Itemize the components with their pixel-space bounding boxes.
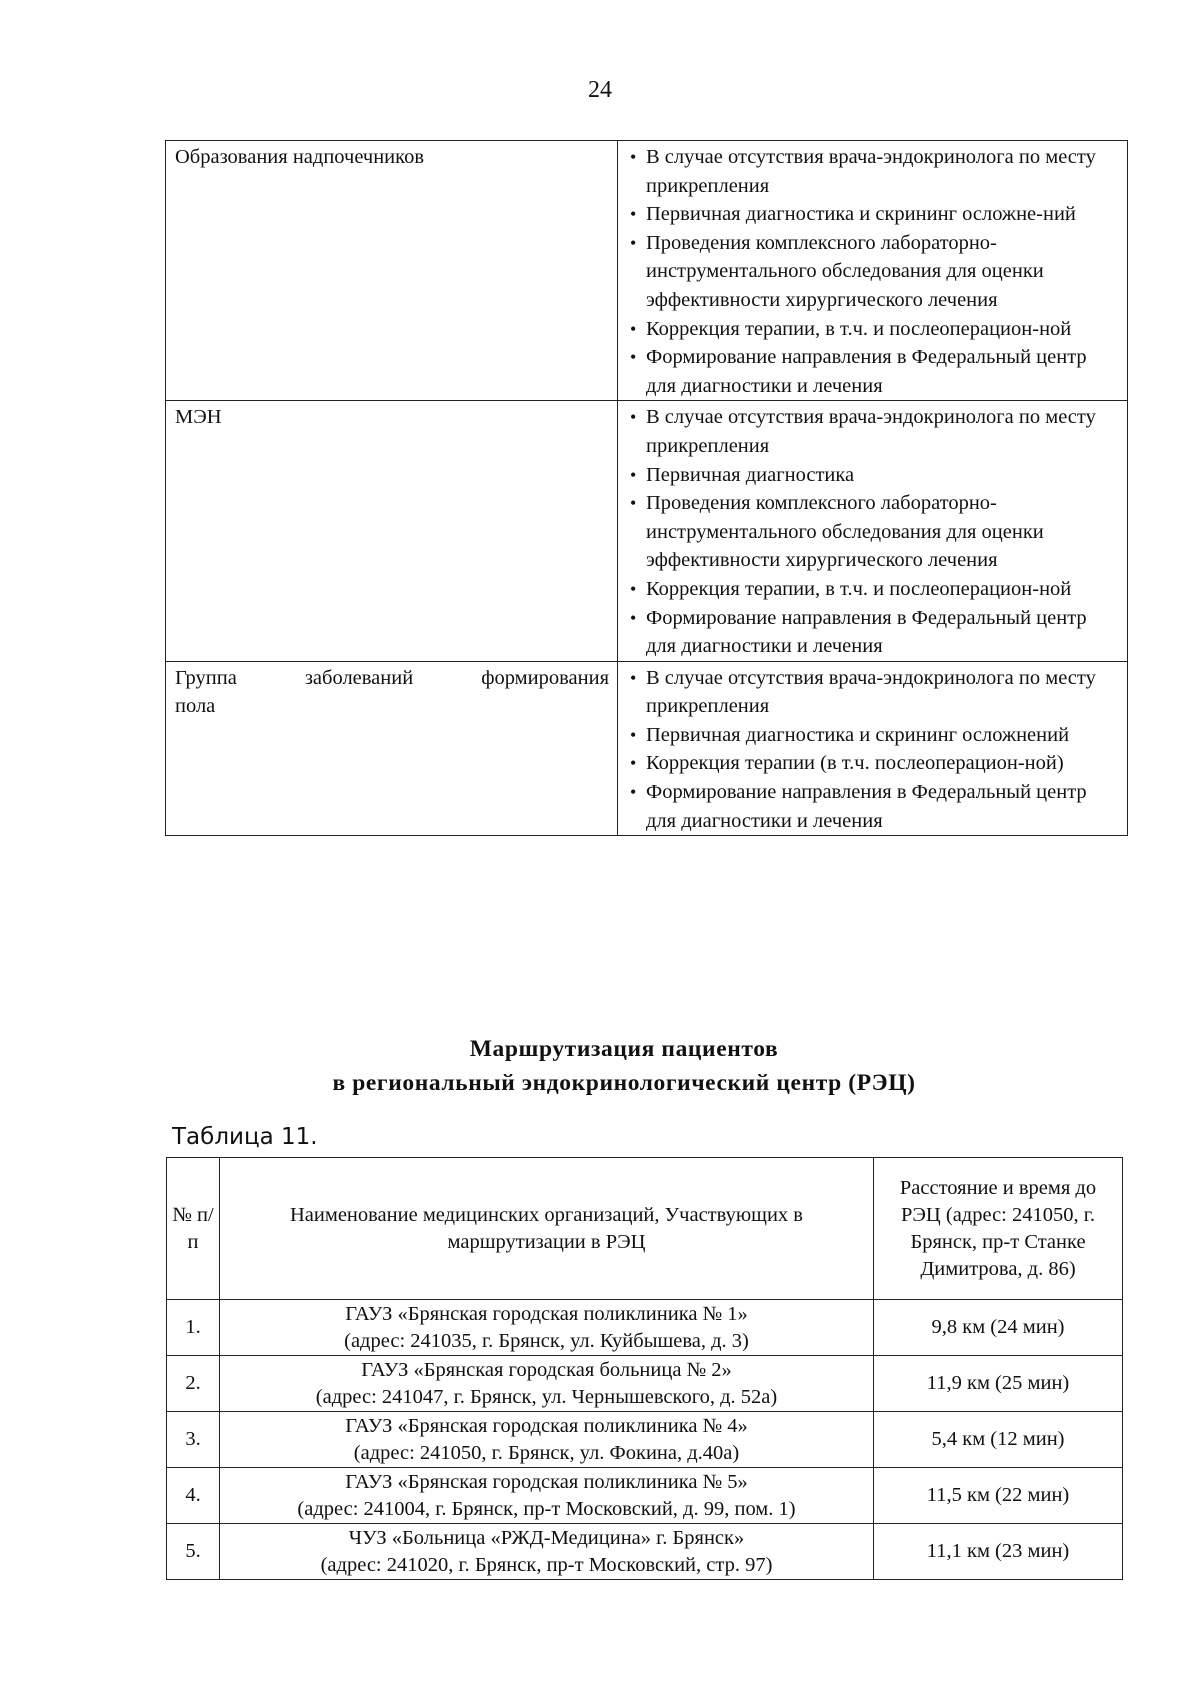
row-number: 5. (167, 1524, 220, 1580)
header-org: Наименование медицинских организаций, Участвующих в маршрутизации в РЭЦ (220, 1158, 874, 1300)
org-name: ГАУЗ «Брянская городская поликлиника № 1» (345, 1302, 748, 1325)
header-num: № п/п (167, 1158, 220, 1300)
org-cell (220, 1300, 874, 1356)
list-item: • Формирование направления в Федеральный центр для диагностики и лечения (628, 604, 1117, 661)
table-row (167, 1468, 1123, 1524)
condition-label: МЭН (175, 406, 222, 429)
table-row (167, 1524, 1123, 1580)
row-number: 2. (167, 1356, 220, 1412)
org-address: (адрес: 241004, г. Брянск, пр-т Московский, д. 99, пом. 1) (297, 1497, 796, 1520)
list-item: • В случае отсутствия врача-эндокринолога по месту прикрепления (628, 403, 1117, 460)
criteria-cell (618, 141, 1128, 401)
criteria-cell (618, 661, 1128, 836)
conditions-table (165, 140, 1128, 836)
org-name: ГАУЗ «Брянская городская поликлиника № 4» (345, 1414, 748, 1437)
table-row (166, 661, 1128, 836)
table-row (167, 1300, 1123, 1356)
bullet-icon: • (630, 318, 637, 339)
table-row (167, 1356, 1123, 1412)
table-header-row (167, 1158, 1123, 1300)
condition-label-cont: пола (175, 695, 216, 718)
criteria-list (628, 403, 1117, 660)
table-row (166, 141, 1128, 401)
bullet-icon: • (630, 724, 637, 745)
list-item: • Первичная диагностика (628, 461, 1117, 490)
org-name: ЧУЗ «Больница «РЖД-Медицина» г. Брянск» (348, 1526, 745, 1549)
org-address: (адрес: 241047, г. Брянск, ул. Чернышевского, д. 52а) (315, 1385, 778, 1408)
table-row (167, 1412, 1123, 1468)
list-item: • Формирование направления в Федеральный центр для диагностики и лечения (628, 778, 1117, 835)
bullet-icon: • (630, 464, 637, 485)
list-item: • Коррекция терапии (в т.ч. послеоперацион-ной) (628, 749, 1117, 778)
bullet-icon: • (630, 147, 637, 167)
table-row (166, 401, 1128, 661)
list-item: • Первичная диагностика и скрининг осложнений (628, 721, 1117, 750)
heading-line: Маршрутизация пациентов (469, 1036, 779, 1062)
list-item: • Коррекция терапии, в т.ч. и послеоперацион-ной (628, 315, 1117, 344)
condition-cell (166, 401, 618, 661)
criteria-list (628, 143, 1117, 400)
bullet-icon: • (630, 578, 637, 599)
section-heading (0, 1032, 1200, 1100)
heading-line: в региональный эндокринологический центр (РЭЦ) (332, 1070, 916, 1096)
bullet-icon: • (630, 782, 637, 803)
condition-label: Группа заболеваний формирования (175, 666, 609, 689)
distance-cell: 9,8 км (24 мин) (874, 1300, 1123, 1356)
header-distance: Расстояние и время до РЭЦ (адрес: 241050, г. Брянск, пр-т Станке Димитрова, д. 86) (874, 1158, 1123, 1300)
list-item: • Коррекция терапии, в т.ч. и послеоперацион-ной (628, 575, 1117, 604)
table-caption: Таблица 11. (172, 1124, 318, 1150)
page-number: 24 (588, 77, 612, 103)
bullet-icon: • (630, 204, 637, 225)
bullet-icon: • (630, 407, 637, 428)
condition-label: Образования надпочечников (175, 146, 425, 168)
bullet-icon: • (630, 667, 637, 688)
org-address: (адрес: 241035, г. Брянск, ул. Куйбышева, д. 3) (344, 1329, 749, 1352)
bullet-icon: • (630, 753, 637, 774)
list-item: • Формирование направления в Федеральный центр для диагностики и лечения (628, 343, 1117, 400)
org-address: (адрес: 241050, г. Брянск, ул. Фокина, д.40а) (353, 1441, 740, 1464)
org-cell (220, 1468, 874, 1524)
list-item: • В случае отсутствия врача-эндокринолога по месту прикрепления (628, 143, 1117, 200)
row-number: 1. (167, 1300, 220, 1356)
distance-cell: 11,5 км (22 мин) (874, 1468, 1123, 1524)
bullet-icon: • (630, 347, 637, 368)
bullet-icon: • (630, 232, 637, 253)
bullet-icon: • (630, 493, 637, 514)
distance-cell: 11,9 км (25 мин) (874, 1356, 1123, 1412)
criteria-list (628, 664, 1117, 836)
list-item: • Проведения комплексного лабораторно-инструментального обследования для оценки эффективности хирургического лечения (628, 489, 1117, 575)
list-item: • В случае отсутствия врача-эндокринолога по месту прикрепления (628, 664, 1117, 721)
org-cell (220, 1412, 874, 1468)
distance-cell: 11,1 км (23 мин) (874, 1524, 1123, 1580)
routing-table (166, 1157, 1123, 1580)
org-cell (220, 1356, 874, 1412)
bullet-icon: • (630, 607, 637, 628)
row-number: 4. (167, 1468, 220, 1524)
condition-cell (166, 141, 618, 401)
row-number: 3. (167, 1412, 220, 1468)
org-name: ГАУЗ «Брянская городская больница № 2» (361, 1358, 732, 1381)
distance-cell: 5,4 км (12 мин) (874, 1412, 1123, 1468)
criteria-cell (618, 401, 1128, 661)
list-item: • Первичная диагностика и скрининг осложне-ний (628, 200, 1117, 229)
org-address: (адрес: 241020, г. Брянск, пр-т Московский, стр. 97) (320, 1553, 773, 1576)
org-name: ГАУЗ «Брянская городская поликлиника № 5» (345, 1470, 748, 1493)
list-item: • Проведения комплексного лабораторно-инструментального обследования для оценки эффективности хирургического лечения (628, 229, 1117, 315)
org-cell (220, 1524, 874, 1580)
condition-cell (166, 661, 618, 836)
